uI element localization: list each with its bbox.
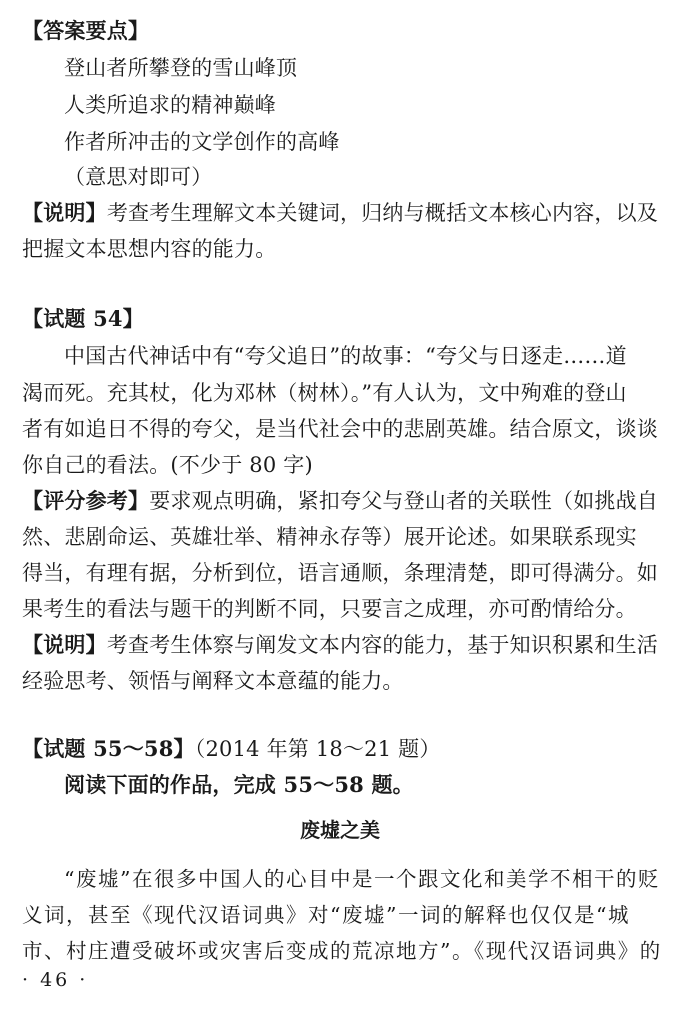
answer-note-text-1: 考查考生理解文本关键词，归纳与概括文本核心内容，以及 [106, 201, 659, 225]
answer-point-1: 登山者所攀登的雪山峰顶 [64, 56, 298, 80]
q54-line-1: 中国古代神话中有“夸父追日”的故事：“夸父与日逐走……道 [64, 344, 627, 368]
q54-note-text-1: 考查考生体察与阐发文本内容的能力，基于知识积累和生活 [106, 633, 659, 657]
q55-heading: 【试题 55～58】 [22, 736, 195, 761]
answer-note-label: 【说明】 [22, 200, 107, 225]
article-line-1: “废墟”在很多中国人的心目中是一个跟文化和美学不相干的贬 [64, 867, 660, 891]
q54-line-3: 者有如追日不得的夸父，是当代社会中的悲剧英雄。结合原文，谈谈 [22, 417, 658, 441]
q54-score-label: 【评分参考】 [22, 488, 150, 513]
q55-label-line [22, 732, 441, 766]
q54-score-line-2: 然、悲剧命运、英雄壮举、精神永存等）展开论述。如果联系现实 [22, 525, 637, 549]
q54-heading: 【试题 54】 [22, 306, 144, 331]
answer-note [22, 196, 658, 230]
answer-point-2: 人类所追求的精神巅峰 [64, 93, 276, 117]
q54-note-label: 【说明】 [22, 632, 107, 657]
q54-note-text-2: 经验思考、领悟与阐释文本意蕴的能力。 [22, 669, 404, 693]
q55-year: （2014 年第 18～21 题） [194, 737, 441, 761]
answer-point-3: 作者所冲击的文学创作的高峰 [64, 130, 340, 154]
answer-note-text-2: 把握文本思想内容的能力。 [22, 237, 277, 261]
q54-note [22, 628, 658, 662]
answer-label [22, 14, 149, 48]
q54-score [22, 484, 658, 518]
q54-score-line-3: 得当，有理有据，分析到位，语言通顺，条理清楚，即可得满分。如 [22, 561, 658, 585]
q54-line-2: 渴而死。充其杖，化为邓林（树林）。”有人认为，文中殉难的登山 [22, 381, 627, 405]
q55-instruction: 阅读下面的作品，完成 55～58 题。 [64, 772, 414, 797]
q54-line-4: 你自己的看法。(不少于 80 字) [22, 453, 313, 477]
q54-score-line-4: 果考生的看法与题干的判断不同，只要言之成理，亦可酌情给分。 [22, 597, 637, 621]
page-number: · 46 · [22, 969, 89, 991]
q54-score-text-1: 要求观点明确，紧扣夸父与登山者的关联性（如挑战自 [149, 489, 659, 513]
answer-point-4: （意思对即可） [64, 165, 213, 189]
article-line-2: 义词，甚至《现代汉语词典》对“废墟”一词的解释也仅仅是“城 [22, 903, 630, 927]
article-title: 废墟之美 [300, 818, 380, 842]
answer-heading: 【答案要点】 [22, 18, 150, 43]
q54-label-line [22, 302, 144, 336]
article-line-3: 市、村庄遭受破坏或灾害后变成的荒凉地方”。《现代汉语词典》的 [22, 939, 662, 963]
